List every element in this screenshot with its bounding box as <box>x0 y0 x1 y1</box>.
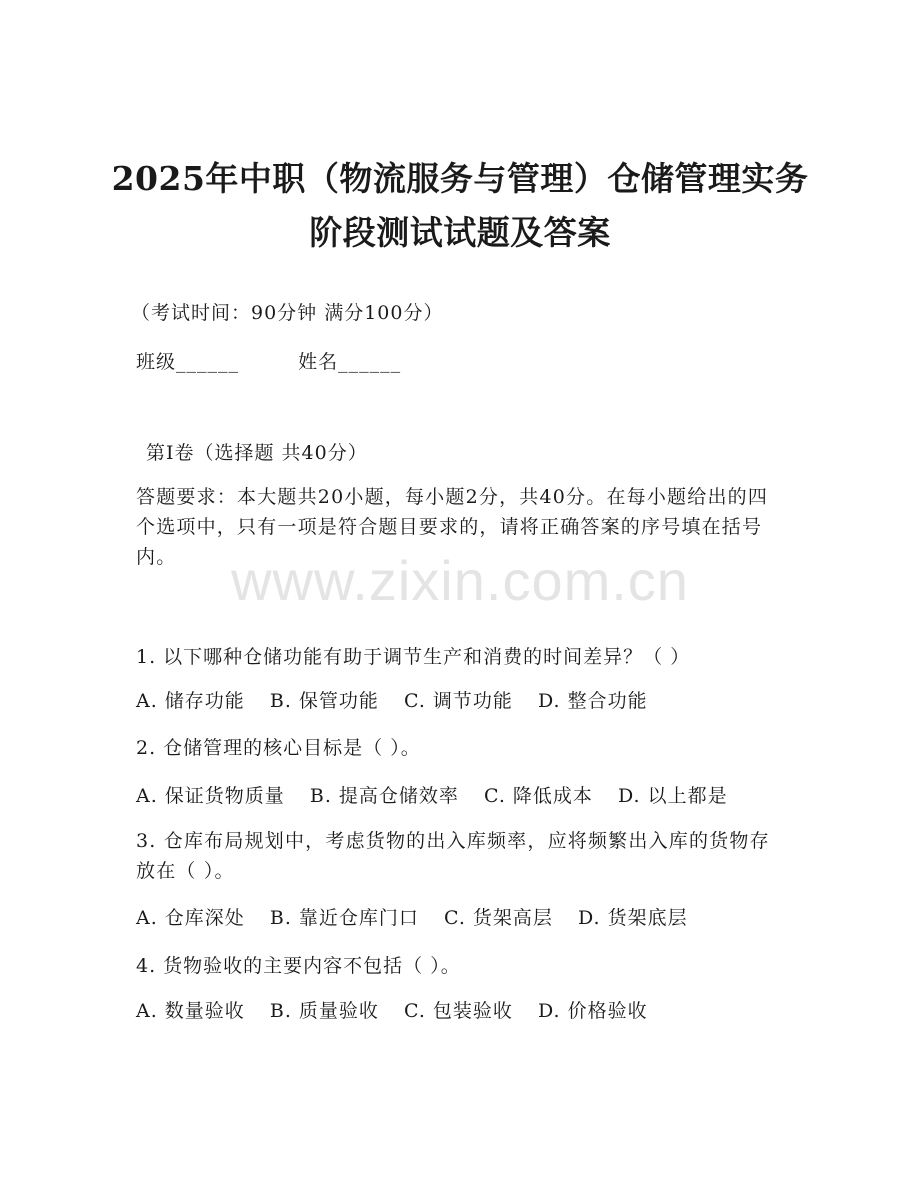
question-2: 2. 仓储管理的核心目标是（ ）。 <box>136 737 421 759</box>
question-1: 1. 以下哪种仓储功能有助于调节生产和消费的时间差异？（ ） <box>136 646 691 668</box>
student-info-row <box>136 351 401 373</box>
option-c: C. 货架高层 <box>443 907 553 929</box>
option-a: A. 储存功能 <box>136 690 245 712</box>
option-d: D. 整合功能 <box>537 690 648 712</box>
option-b: B. 保管功能 <box>269 690 379 712</box>
option-b: B. 靠近仓库门口 <box>269 907 419 929</box>
question-3: 3. 仓库布局规划中，考虑货物的出入库频率，应将频繁出入库的货物存放在（ ）。 <box>136 830 770 882</box>
question-4-options <box>136 1000 666 1022</box>
question-3-options <box>136 907 706 929</box>
option-c: C. 降低成本 <box>483 785 593 807</box>
option-a: A. 数量验收 <box>136 1000 245 1022</box>
option-d: D. 货架底层 <box>577 907 688 929</box>
option-c: C. 调节功能 <box>403 690 513 712</box>
option-d: D. 价格验收 <box>537 1000 648 1022</box>
option-a: A. 保证货物质量 <box>136 785 285 807</box>
exam-info: （考试时间：90分钟 满分100分） <box>131 302 444 324</box>
document-title: 2025年中职（物流服务与管理）仓储管理实务阶段测试试题及答案 <box>111 159 809 252</box>
section-title: 第Ⅰ卷（选择题 共40分） <box>146 442 368 464</box>
name-field: 姓名______ <box>298 351 402 373</box>
question-4: 4. 货物验收的主要内容不包括（ ）。 <box>136 955 461 977</box>
option-a: A. 仓库深处 <box>136 907 245 929</box>
watermark: www.zixin.com.cn <box>231 549 689 612</box>
instructions: 答题要求：本大题共20小题，每小题2分，共40分。在每小题给出的四个选项中，只有一项是符合题目要求的，请将正确答案的序号填在括号内。 <box>136 486 769 568</box>
option-c: C. 包装验收 <box>403 1000 513 1022</box>
question-1-options <box>136 690 666 712</box>
option-b: B. 质量验收 <box>269 1000 379 1022</box>
option-b: B. 提高仓储效率 <box>309 785 459 807</box>
option-d: D. 以上都是 <box>617 785 728 807</box>
question-2-options <box>136 785 746 807</box>
class-field: 班级______ <box>136 351 240 373</box>
